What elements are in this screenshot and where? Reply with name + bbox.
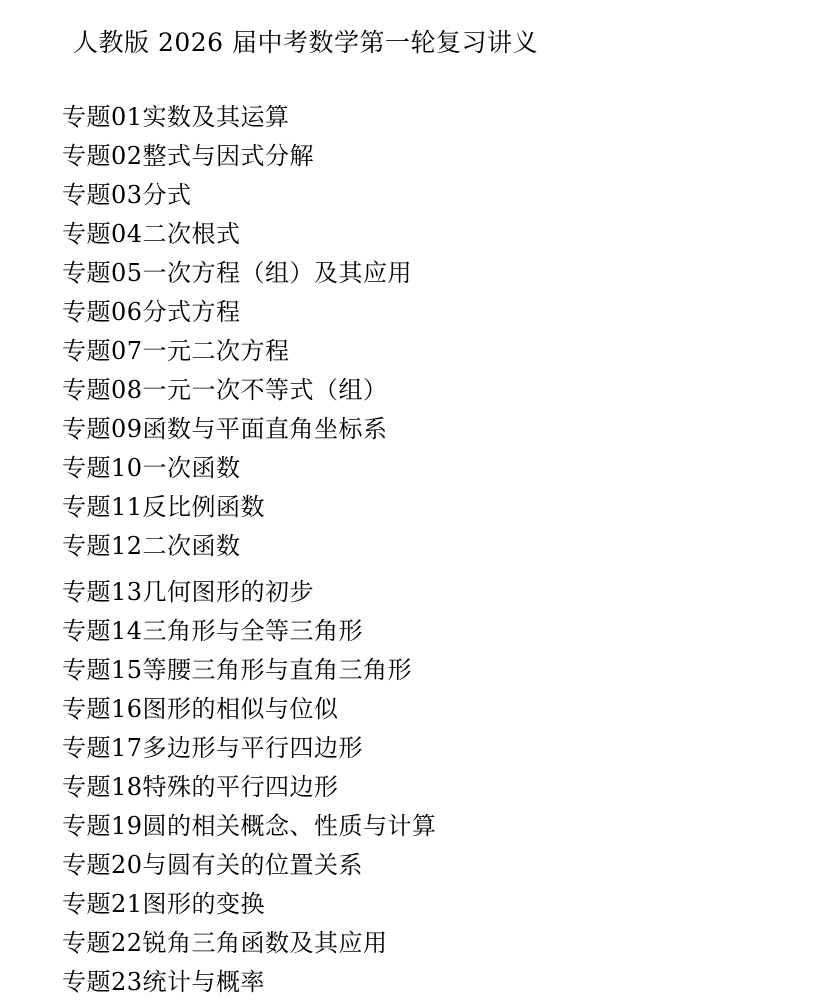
topic-item: 专题21图形的变换 [62,890,266,918]
topic-item: 专题13几何图形的初步 [62,578,315,606]
topic-item: 专题02整式与因式分解 [62,142,315,170]
topic-item: 专题20与圆有关的位置关系 [62,851,364,879]
topic-item: 专题06分式方程 [62,298,241,326]
topic-item: 专题08一元一次不等式（组） [62,376,388,404]
topic-item: 专题04二次根式 [62,220,241,248]
topic-item: 专题03分式 [62,181,192,209]
topic-item: 专题01实数及其运算 [62,103,290,131]
topic-item: 专题14三角形与全等三角形 [62,617,364,645]
topic-item: 专题10一次函数 [62,454,241,482]
topic-item: 专题18特殊的平行四边形 [62,773,339,801]
topic-item: 专题12二次函数 [62,532,241,560]
topic-item: 专题09函数与平面直角坐标系 [62,415,388,443]
topic-item: 专题19圆的相关概念、性质与计算 [62,812,437,840]
topic-item: 专题17多边形与平行四边形 [62,734,364,762]
topic-item: 专题11反比例函数 [62,493,266,521]
topic-item: 专题15等腰三角形与直角三角形 [62,656,413,684]
topic-item: 专题16图形的相似与位似 [62,695,339,723]
topic-item: 专题05一次方程（组）及其应用 [62,259,413,287]
topic-item: 专题07一元二次方程 [62,337,290,365]
document-title: 人教版 2026 届中考数学第一轮复习讲义 [73,28,539,57]
topic-item: 专题23统计与概率 [62,968,266,996]
topic-item: 专题22锐角三角函数及其应用 [62,929,388,957]
